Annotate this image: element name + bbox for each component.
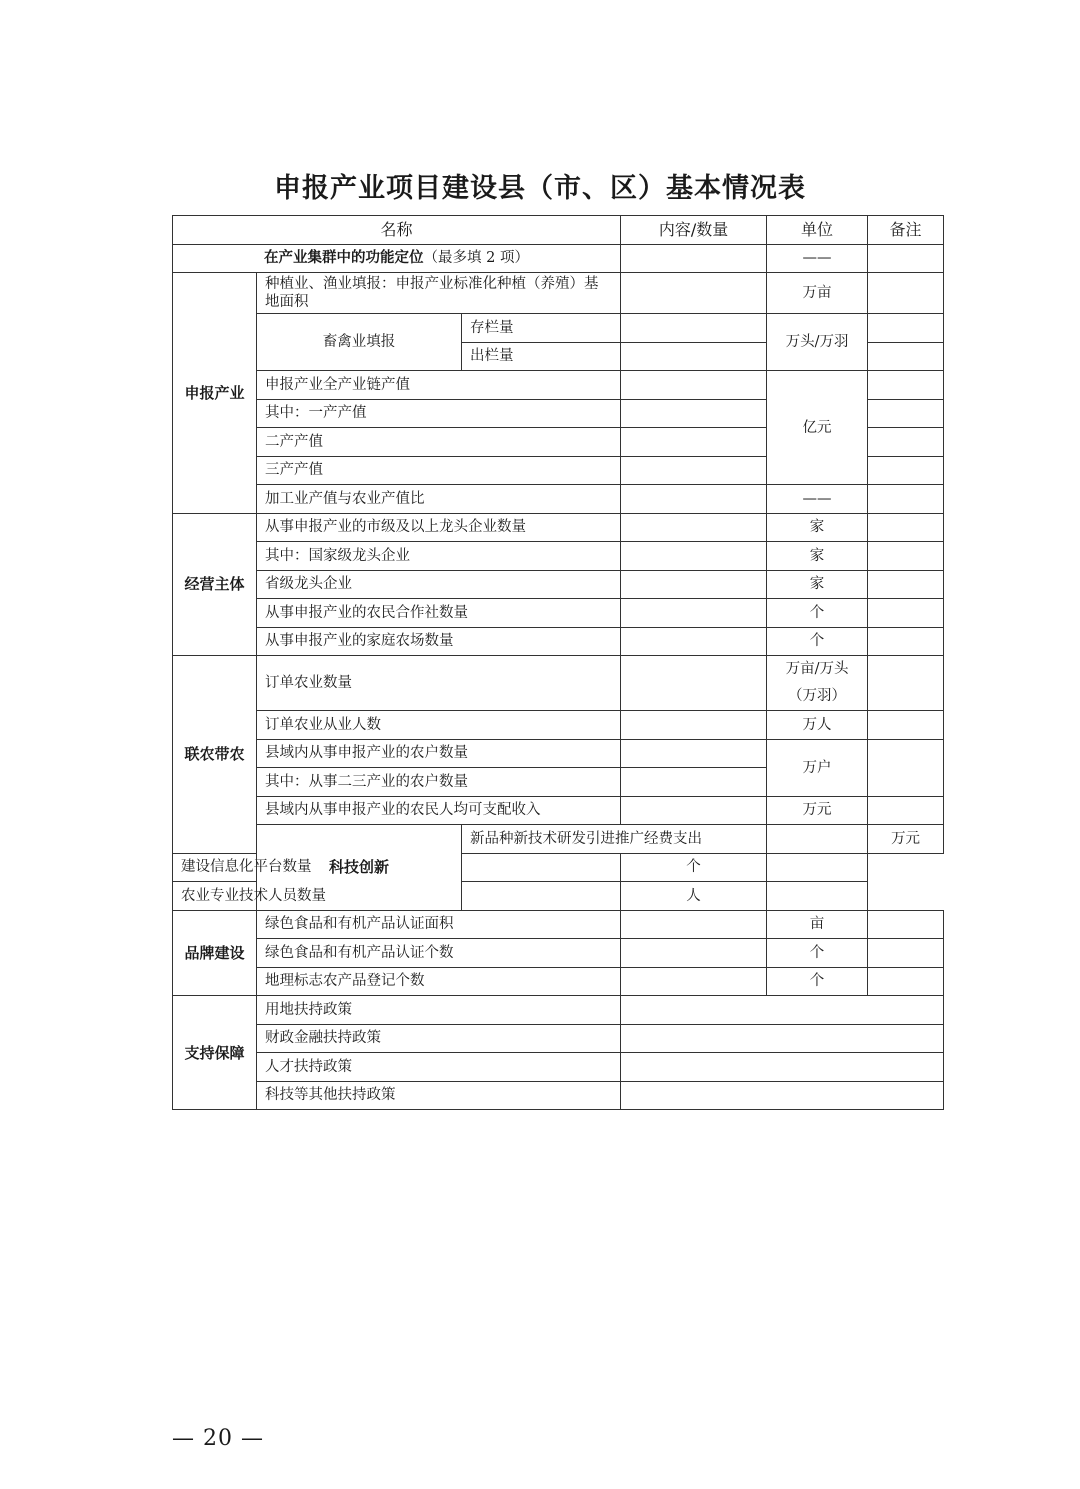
content-cell[interactable]	[621, 739, 767, 768]
chain-value-label: 申报产业全产业链产值	[257, 371, 621, 400]
planting-area-label: 种植业、渔业填报：申报产业标准化种植（养殖）基地面积	[257, 273, 621, 314]
order-people-label: 订单农业从业人数	[257, 711, 621, 740]
row-label: 从事申报产业的市级及以上龙头企业数量	[257, 513, 621, 542]
content-cell[interactable]	[621, 627, 767, 656]
remark-cell[interactable]	[868, 910, 944, 939]
function-remark-cell[interactable]	[868, 244, 944, 273]
content-cell[interactable]	[621, 910, 767, 939]
row-unit: 家	[767, 542, 868, 571]
content-cell[interactable]	[621, 656, 767, 711]
remark-cell[interactable]	[868, 314, 944, 343]
households-sub-label: 其中：从事二三产业的农户数量	[257, 768, 621, 797]
remark-cell[interactable]	[767, 882, 868, 911]
content-cell[interactable]	[621, 273, 767, 314]
content-cell[interactable]	[462, 882, 621, 911]
table-row	[173, 711, 944, 740]
table-row	[173, 796, 944, 825]
table-row	[173, 314, 944, 343]
row-unit: 个	[767, 939, 868, 968]
order-qty-unit	[767, 656, 868, 711]
table-row	[173, 599, 944, 628]
section-label-support: 支持保障	[173, 996, 257, 1110]
function-content-cell[interactable]	[621, 244, 767, 273]
ratio-unit: ——	[767, 485, 868, 514]
content-cell[interactable]	[621, 939, 767, 968]
content-cell[interactable]	[621, 711, 767, 740]
remark-cell[interactable]	[868, 627, 944, 656]
table-row	[173, 825, 944, 854]
page-number: — 20 —	[172, 1426, 264, 1451]
content-cell[interactable]	[621, 570, 767, 599]
stock-label: 存栏量	[462, 314, 621, 343]
row-label: 地理标志农产品登记个数	[257, 967, 621, 996]
content-cell[interactable]	[621, 371, 767, 400]
remark-cell[interactable]	[868, 399, 944, 428]
table-row	[173, 939, 944, 968]
livestock-unit: 万头/万羽	[767, 314, 868, 371]
header-name: 名称	[173, 216, 621, 245]
row-label: 从事申报产业的农民合作社数量	[257, 599, 621, 628]
row-label: 建设信息化平台数量	[173, 853, 462, 882]
table-row	[173, 371, 944, 400]
content-cell[interactable]	[621, 513, 767, 542]
row-label: 省级龙头企业	[257, 570, 621, 599]
order-qty-unit-line2: （万羽）	[788, 688, 847, 704]
header-remark: 备注	[868, 216, 944, 245]
section-label-farmers: 联农带农	[173, 656, 257, 854]
function-label-note: （最多填 2 项）	[423, 250, 529, 267]
row-unit: 家	[767, 570, 868, 599]
policy-content-cell[interactable]	[621, 996, 944, 1025]
section-label-tech: 科技创新	[257, 825, 462, 911]
content-cell[interactable]	[621, 768, 767, 797]
planting-unit: 万亩	[767, 273, 868, 314]
remark-cell[interactable]	[767, 853, 868, 882]
remark-cell[interactable]	[868, 939, 944, 968]
table-row	[173, 1024, 944, 1053]
table-row	[173, 996, 944, 1025]
row-label: 人才扶持政策	[257, 1053, 621, 1082]
content-cell[interactable]	[621, 342, 767, 371]
table-row	[173, 739, 944, 768]
income-unit: 万元	[767, 796, 868, 825]
function-label	[173, 244, 621, 273]
outgoing-label: 出栏量	[462, 342, 621, 371]
content-cell[interactable]	[621, 485, 767, 514]
remark-cell[interactable]	[868, 570, 944, 599]
row-label: 其中：国家级龙头企业	[257, 542, 621, 571]
households-unit: 万户	[767, 739, 868, 796]
table-row	[173, 485, 944, 514]
remark-cell[interactable]	[868, 371, 944, 400]
header-row	[173, 216, 944, 245]
row-label: 绿色食品和有机产品认证面积	[257, 910, 621, 939]
table-row	[173, 273, 944, 314]
policy-content-cell[interactable]	[621, 1053, 944, 1082]
remark-cell[interactable]	[868, 513, 944, 542]
order-qty-unit-line1: 万亩/万头	[785, 661, 849, 677]
content-cell[interactable]	[621, 456, 767, 485]
function-label-bold: 在产业集群中的功能定位	[264, 250, 424, 267]
table-row	[173, 910, 944, 939]
section-label-operators: 经营主体	[173, 513, 257, 656]
row-label: 新品种新技术研发引进推广经费支出	[462, 825, 767, 854]
content-cell[interactable]	[621, 314, 767, 343]
policy-content-cell[interactable]	[621, 1081, 944, 1110]
income-label: 县域内从事申报产业的农民人均可支配收入	[257, 796, 621, 825]
secondary-value-label: 二产产值	[257, 428, 621, 457]
table-row	[173, 1081, 944, 1110]
content-cell[interactable]	[462, 853, 621, 882]
row-label: 科技等其他扶持政策	[257, 1081, 621, 1110]
row-unit: 家	[767, 513, 868, 542]
header-unit: 单位	[767, 216, 868, 245]
table-row	[173, 967, 944, 996]
header-content: 内容/数量	[621, 216, 767, 245]
content-cell[interactable]	[621, 967, 767, 996]
ratio-label: 加工业产值与农业产值比	[257, 485, 621, 514]
document-title: 申报产业项目建设县（市、区）基本情况表	[274, 173, 806, 204]
remark-cell[interactable]	[868, 456, 944, 485]
livestock-label: 畜禽业填报	[257, 314, 462, 371]
order-people-unit: 万人	[767, 711, 868, 740]
row-unit: 万元	[868, 825, 944, 854]
row-unit: 个	[621, 853, 767, 882]
table-row	[173, 542, 944, 571]
remark-cell[interactable]	[868, 485, 944, 514]
households-label: 县域内从事申报产业的农户数量	[257, 739, 621, 768]
primary-value-label: 其中：一产产值	[257, 399, 621, 428]
remark-cell[interactable]	[868, 273, 944, 314]
table-row	[173, 882, 944, 911]
tertiary-value-label: 三产产值	[257, 456, 621, 485]
remark-cell[interactable]	[868, 428, 944, 457]
remark-cell[interactable]	[868, 656, 944, 711]
function-unit: ——	[767, 244, 868, 273]
row-label: 财政金融扶持政策	[257, 1024, 621, 1053]
content-cell[interactable]	[767, 825, 868, 854]
content-cell[interactable]	[621, 542, 767, 571]
row-label: 从事申报产业的家庭农场数量	[257, 627, 621, 656]
remark-cell[interactable]	[868, 739, 944, 796]
content-cell[interactable]	[621, 399, 767, 428]
remark-cell[interactable]	[868, 342, 944, 371]
remark-cell[interactable]	[868, 967, 944, 996]
table-row	[173, 570, 944, 599]
table-row	[173, 1053, 944, 1082]
order-qty-label: 订单农业数量	[257, 656, 621, 711]
table-row	[173, 513, 944, 542]
info-table	[172, 215, 944, 1110]
content-cell[interactable]	[621, 428, 767, 457]
function-row	[173, 244, 944, 273]
row-label: 农业专业技术人员数量	[173, 882, 462, 911]
table-row	[173, 853, 944, 882]
row-label: 用地扶持政策	[257, 996, 621, 1025]
content-cell[interactable]	[621, 599, 767, 628]
section-label-brand: 品牌建设	[173, 910, 257, 996]
remark-cell[interactable]	[868, 542, 944, 571]
row-unit: 亩	[767, 910, 868, 939]
table-row	[173, 627, 944, 656]
row-label: 绿色食品和有机产品认证个数	[257, 939, 621, 968]
section-label-industry: 申报产业	[173, 273, 257, 514]
table-row	[173, 656, 944, 711]
row-unit: 个	[767, 627, 868, 656]
remark-cell[interactable]	[868, 796, 944, 825]
row-unit: 个	[767, 599, 868, 628]
value-unit: 亿元	[767, 371, 868, 485]
content-cell[interactable]	[621, 796, 767, 825]
remark-cell[interactable]	[868, 711, 944, 740]
remark-cell[interactable]	[868, 599, 944, 628]
row-unit: 个	[767, 967, 868, 996]
policy-content-cell[interactable]	[621, 1024, 944, 1053]
row-unit: 人	[621, 882, 767, 911]
